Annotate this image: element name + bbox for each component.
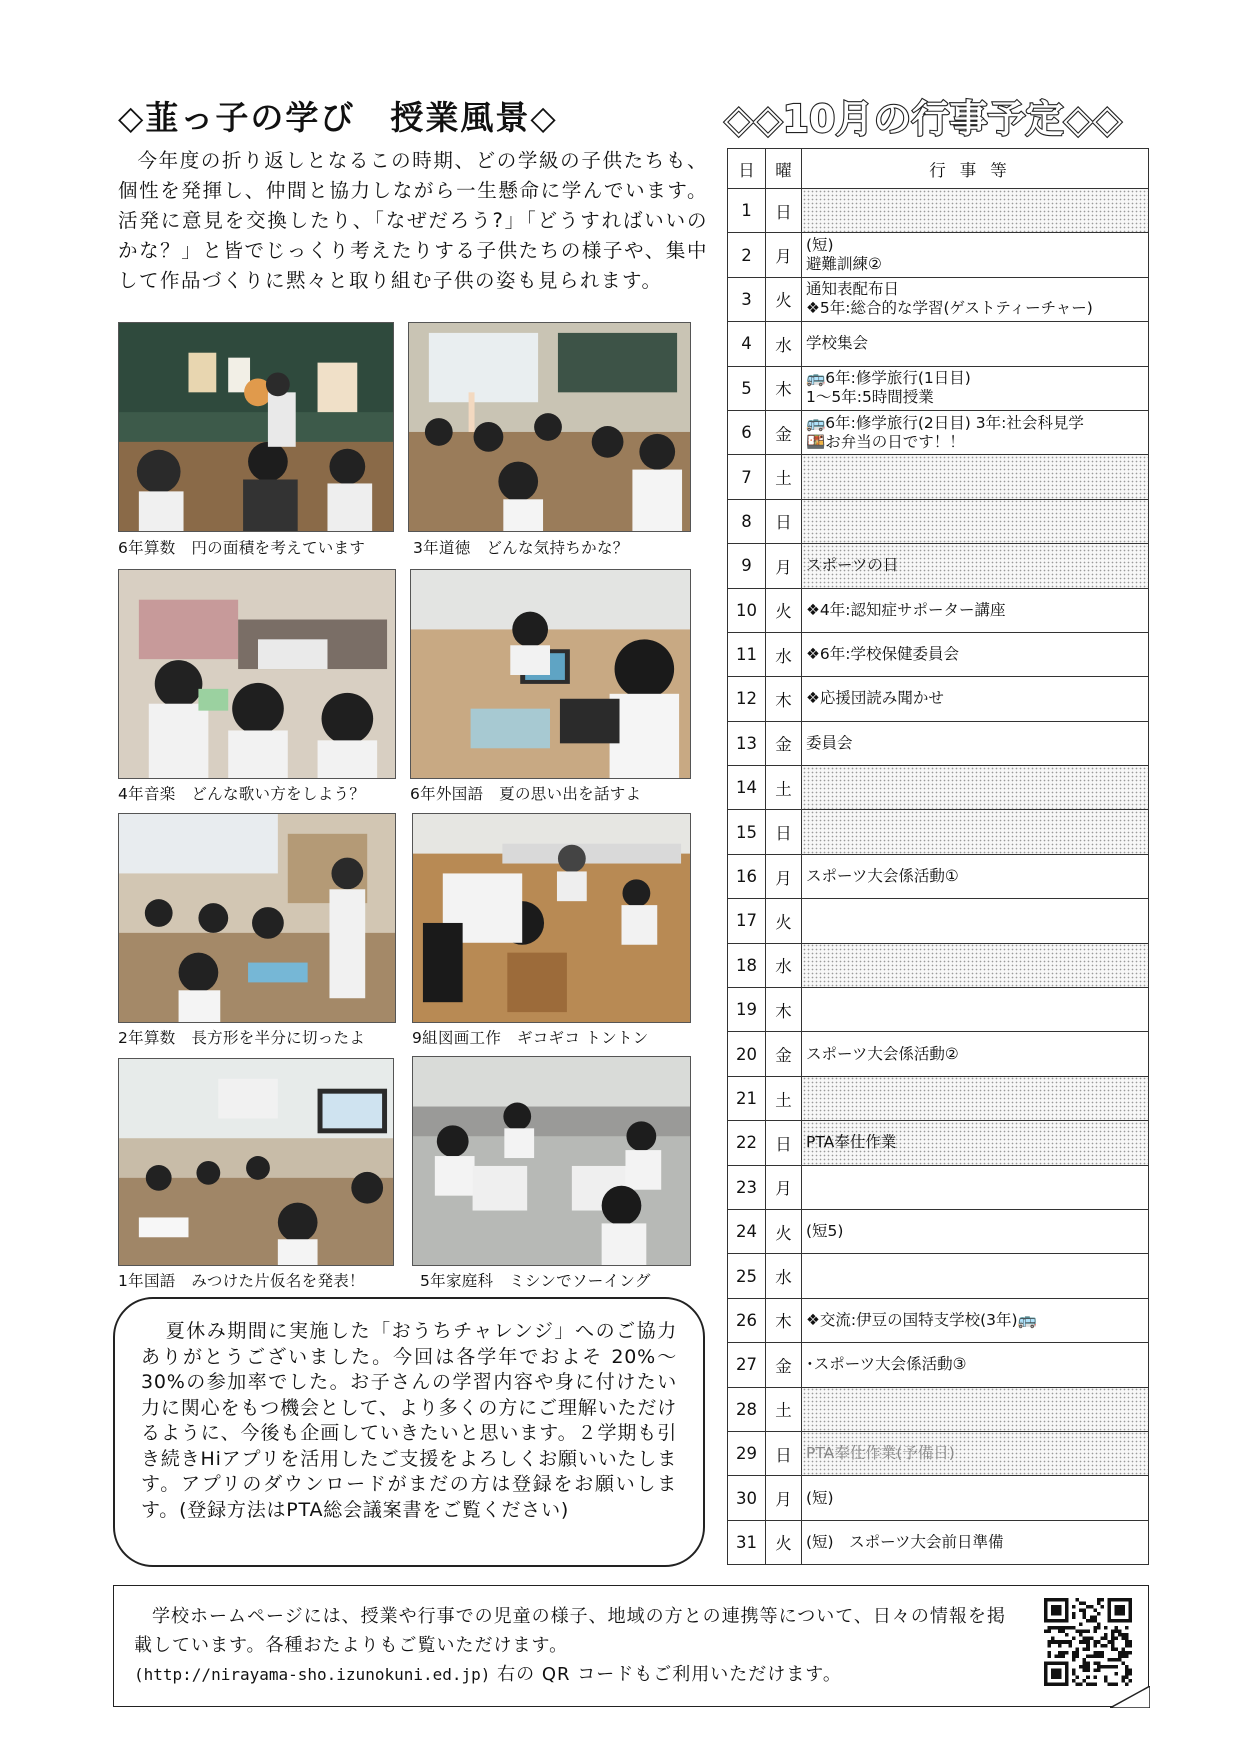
schedule-row — [728, 233, 1149, 277]
photo-2nd-math — [118, 813, 396, 1023]
schedule-day: 5 — [728, 366, 766, 410]
schedule-weekday: 火 — [766, 1209, 802, 1253]
schedule-day: 11 — [728, 632, 766, 676]
schedule-event — [802, 322, 1149, 366]
schedule-row — [728, 677, 1149, 721]
schedule-event-line: ･スポーツ大会係活動③ — [806, 1355, 967, 1374]
schedule-row — [728, 322, 1149, 366]
schedule-weekday: 土 — [766, 455, 802, 499]
schedule-event — [802, 189, 1149, 233]
schedule-day: 10 — [728, 588, 766, 632]
schedule-weekday: 土 — [766, 1387, 802, 1431]
schedule-event — [802, 632, 1149, 676]
schedule-day: 22 — [728, 1121, 766, 1165]
schedule-weekday: 金 — [766, 1032, 802, 1076]
schedule-weekday: 日 — [766, 189, 802, 233]
schedule-event-line: ❖6年:学校保健委員会 — [806, 645, 959, 664]
schedule-row — [728, 1076, 1149, 1120]
schedule-day: 7 — [728, 455, 766, 499]
schedule-event-line: 🚌6年:修学旅行(1日目) — [806, 369, 971, 388]
photo-5th-home-ec — [412, 1056, 691, 1266]
schedule-weekday: 月 — [766, 1476, 802, 1520]
schedule-event-line: 委員会 — [806, 733, 853, 752]
photo-caption: 3年道徳 どんな気持ちかな？ — [413, 539, 629, 557]
header-day: 日 — [728, 149, 766, 189]
header-event: 行事等 — [802, 149, 1149, 189]
schedule-weekday: 土 — [766, 766, 802, 810]
schedule-event — [802, 677, 1149, 721]
schedule-header-row — [728, 149, 1149, 189]
schedule-row — [728, 943, 1149, 987]
schedule-weekday: 日 — [766, 1431, 802, 1475]
homepage-info-text — [134, 1602, 1014, 1689]
photo-4th-music — [118, 569, 396, 779]
schedule-day: 28 — [728, 1387, 766, 1431]
intro-paragraph: 今年度の折り返しとなるこの時期、どの学級の子供たちも、個性を発揮し、仲間と協力しながら一生懸命に学んでいます。活発に意見を交換したり、「なぜだろう?」「どうすればいいのかな？」と皆でじっくり考えたりする子供たちの様子や、集中して作品づくりに黙々と取り組む子供の姿も見られます。 — [118, 149, 708, 292]
schedule-event — [802, 1343, 1149, 1387]
schedule-event — [802, 499, 1149, 543]
schedule-row — [728, 1387, 1149, 1431]
schedule-day: 27 — [728, 1343, 766, 1387]
schedule-weekday: 水 — [766, 943, 802, 987]
schedule-event-line: 1～5年:5時間授業 — [806, 388, 934, 407]
schedule-day: 24 — [728, 1209, 766, 1253]
schedule-day: 13 — [728, 721, 766, 765]
schedule-weekday: 水 — [766, 632, 802, 676]
schedule-weekday: 土 — [766, 1076, 802, 1120]
schedule-weekday: 日 — [766, 1121, 802, 1165]
schedule-weekday: 木 — [766, 1298, 802, 1342]
schedule-day: 26 — [728, 1298, 766, 1342]
schedule-weekday: 水 — [766, 322, 802, 366]
schedule-event-line: 🍱お弁当の日です！！ — [806, 432, 965, 451]
schedule-event-line: (短) — [806, 236, 834, 255]
qr-code-icon[interactable] — [1044, 1598, 1132, 1686]
schedule-event — [802, 233, 1149, 277]
schedule-event-line: 学校集会 — [806, 334, 869, 353]
schedule-event-line: PTA奉仕作業(予備日) — [806, 1444, 955, 1463]
schedule-row — [728, 1476, 1149, 1520]
photo-caption: 6年算数 円の面積を考えています — [118, 539, 366, 557]
schedule-weekday: 月 — [766, 1165, 802, 1209]
header-weekday: 曜 — [766, 149, 802, 189]
schedule-day: 23 — [728, 1165, 766, 1209]
schedule-row — [728, 854, 1149, 898]
schedule-row — [728, 499, 1149, 543]
schedule-event-line: 通知表配布日 — [806, 280, 900, 299]
schedule-weekday: 月 — [766, 544, 802, 588]
schedule-title-text: ◇◇10月の行事予定◇◇ — [724, 97, 1122, 141]
schedule-day: 15 — [728, 810, 766, 854]
schedule-day: 19 — [728, 988, 766, 1032]
schedule-event — [802, 1209, 1149, 1253]
schedule-day: 14 — [728, 766, 766, 810]
schedule-event — [802, 410, 1149, 454]
schedule-event — [802, 1165, 1149, 1209]
schedule-event — [802, 455, 1149, 499]
schedule-day: 12 — [728, 677, 766, 721]
schedule-event-line: ❖応援団読み聞かせ — [806, 689, 944, 708]
photo-caption: 1年国語 みつけた片仮名を発表！ — [118, 1272, 365, 1290]
schedule-day: 17 — [728, 899, 766, 943]
schedule-day: 30 — [728, 1476, 766, 1520]
photo-1st-japanese — [118, 1058, 394, 1266]
schedule-row — [728, 632, 1149, 676]
schedule-event-line: (短5) — [806, 1222, 844, 1241]
schedule-weekday: 金 — [766, 721, 802, 765]
schedule-event — [802, 1476, 1149, 1520]
schedule-weekday: 日 — [766, 810, 802, 854]
schedule-day: 1 — [728, 189, 766, 233]
schedule-event — [802, 988, 1149, 1032]
schedule-day: 18 — [728, 943, 766, 987]
schedule-row — [728, 721, 1149, 765]
schedule-row — [728, 1298, 1149, 1342]
schedule-row — [728, 766, 1149, 810]
photo-3rd-ethics — [408, 322, 691, 532]
schedule-row — [728, 1121, 1149, 1165]
schedule-event — [802, 544, 1149, 588]
schedule-row — [728, 455, 1149, 499]
schedule-day: 3 — [728, 277, 766, 321]
schedule-event — [802, 1387, 1149, 1431]
schedule-row — [728, 1165, 1149, 1209]
schedule-row — [728, 1343, 1149, 1387]
schedule-row — [728, 366, 1149, 410]
photo-class9-art — [412, 813, 691, 1023]
schedule-event — [802, 1254, 1149, 1298]
challenge-message-box: 夏休み期間に実施した「おうちチャレンジ」へのご協力ありがとうございました。今回は各学年でおよそ 20%～30%の参加率でした。お子さんの学習内容や身に付けたい力に関心をもつ機会として、より多くの方にご理解いただけるように、今後も企画していきたいと思います。２学期も引き続きHiアプリを活用したご支援をよろしくお願いいたします。アプリのダウンロードがまだの方は登録をお願いします。(登録方法はPTA総会議案書をご覧ください) — [113, 1297, 705, 1567]
photo-6th-english — [410, 569, 691, 779]
schedule-row — [728, 1032, 1149, 1076]
schedule-day: 2 — [728, 233, 766, 277]
schedule-weekday: 火 — [766, 1520, 802, 1564]
photo-caption: 2年算数 長方形を半分に切ったよ — [118, 1029, 366, 1047]
schedule-event-line: ❖交流:伊豆の国特支学校(3年)🚌 — [806, 1310, 1037, 1329]
page-fold-icon — [1110, 1686, 1150, 1708]
event-schedule-table — [727, 148, 1149, 1565]
photo-caption: 6年外国語 夏の思い出を話すよ — [410, 785, 642, 803]
schedule-event — [802, 1298, 1149, 1342]
schedule-weekday: 火 — [766, 588, 802, 632]
schedule-weekday: 木 — [766, 677, 802, 721]
homepage-info-body: 学校ホームページには、授業や行事での児童の様子、地域の方との連携等について、日々の情報を掲載しています。各種おたよりもご覧いただけます。 — [134, 1606, 1006, 1656]
schedule-row — [728, 988, 1149, 1032]
schedule-day: 31 — [728, 1520, 766, 1564]
schedule-day: 16 — [728, 854, 766, 898]
schedule-weekday: 水 — [766, 1254, 802, 1298]
photo-6th-math — [118, 322, 394, 532]
schedule-event — [802, 810, 1149, 854]
schedule-day: 29 — [728, 1431, 766, 1475]
schedule-title — [688, 86, 1158, 150]
photo-caption: 9組図画工作 ギコギコ トントン — [412, 1029, 649, 1047]
schedule-event-line: (短) スポーツ大会前日準備 — [806, 1532, 1004, 1551]
schedule-event — [802, 366, 1149, 410]
schedule-day: 4 — [728, 322, 766, 366]
schedule-weekday: 日 — [766, 499, 802, 543]
schedule-weekday: 月 — [766, 854, 802, 898]
schedule-event — [802, 1121, 1149, 1165]
schedule-body — [728, 189, 1149, 1565]
schedule-event-line: 🚌6年:修学旅行(2日目) 3年:社会科見学 — [806, 413, 1084, 432]
schedule-event — [802, 1520, 1149, 1564]
schedule-event — [802, 854, 1149, 898]
schedule-event — [802, 766, 1149, 810]
schedule-row — [728, 1209, 1149, 1253]
schedule-day: 6 — [728, 410, 766, 454]
schedule-row — [728, 1254, 1149, 1298]
schedule-weekday: 火 — [766, 899, 802, 943]
schedule-event — [802, 588, 1149, 632]
schedule-weekday: 金 — [766, 1343, 802, 1387]
schedule-weekday: 金 — [766, 410, 802, 454]
schedule-event-line: ❖4年:認知症サポーター講座 — [806, 600, 1006, 619]
schedule-row — [728, 1431, 1149, 1475]
schedule-row — [728, 277, 1149, 321]
schedule-row — [728, 189, 1149, 233]
qr-note: 右の QR コードもご利用いただけます。 — [490, 1664, 842, 1685]
homepage-url[interactable]: (http://nirayama-sho.izunokuni.ed.jp) — [134, 1665, 491, 1684]
schedule-weekday: 木 — [766, 988, 802, 1032]
schedule-event — [802, 277, 1149, 321]
schedule-day: 20 — [728, 1032, 766, 1076]
photo-caption: 5年家庭科 ミシンでソーイング — [420, 1272, 651, 1290]
schedule-day: 8 — [728, 499, 766, 543]
photo-caption: 4年音楽 どんな歌い方をしよう？ — [118, 785, 366, 803]
schedule-event-line: ❖5年:総合的な学習(ゲストティーチャー) — [806, 299, 1093, 318]
schedule-event-line: スポーツ大会係活動① — [806, 867, 959, 886]
schedule-row — [728, 899, 1149, 943]
schedule-event — [802, 721, 1149, 765]
schedule-weekday: 木 — [766, 366, 802, 410]
schedule-weekday: 火 — [766, 277, 802, 321]
schedule-event-line: スポーツの日 — [806, 556, 899, 575]
schedule-event — [802, 1032, 1149, 1076]
schedule-event-line: スポーツ大会係活動② — [806, 1044, 959, 1063]
schedule-row — [728, 544, 1149, 588]
homepage-info-box — [113, 1585, 1149, 1707]
schedule-event — [802, 943, 1149, 987]
schedule-day: 9 — [728, 544, 766, 588]
schedule-event-line: PTA奉仕作業 — [806, 1133, 897, 1152]
schedule-row — [728, 588, 1149, 632]
schedule-event — [802, 1431, 1149, 1475]
schedule-weekday: 月 — [766, 233, 802, 277]
schedule-day: 25 — [728, 1254, 766, 1298]
schedule-event — [802, 1076, 1149, 1120]
schedule-event — [802, 899, 1149, 943]
schedule-row — [728, 1520, 1149, 1564]
schedule-event-line: 避難訓練② — [806, 255, 882, 274]
schedule-event-line: (短) — [806, 1488, 834, 1507]
schedule-day: 21 — [728, 1076, 766, 1120]
schedule-row — [728, 810, 1149, 854]
page-title: ◇韮っ子の学び 授業風景◇ — [118, 98, 558, 137]
schedule-row — [728, 410, 1149, 454]
